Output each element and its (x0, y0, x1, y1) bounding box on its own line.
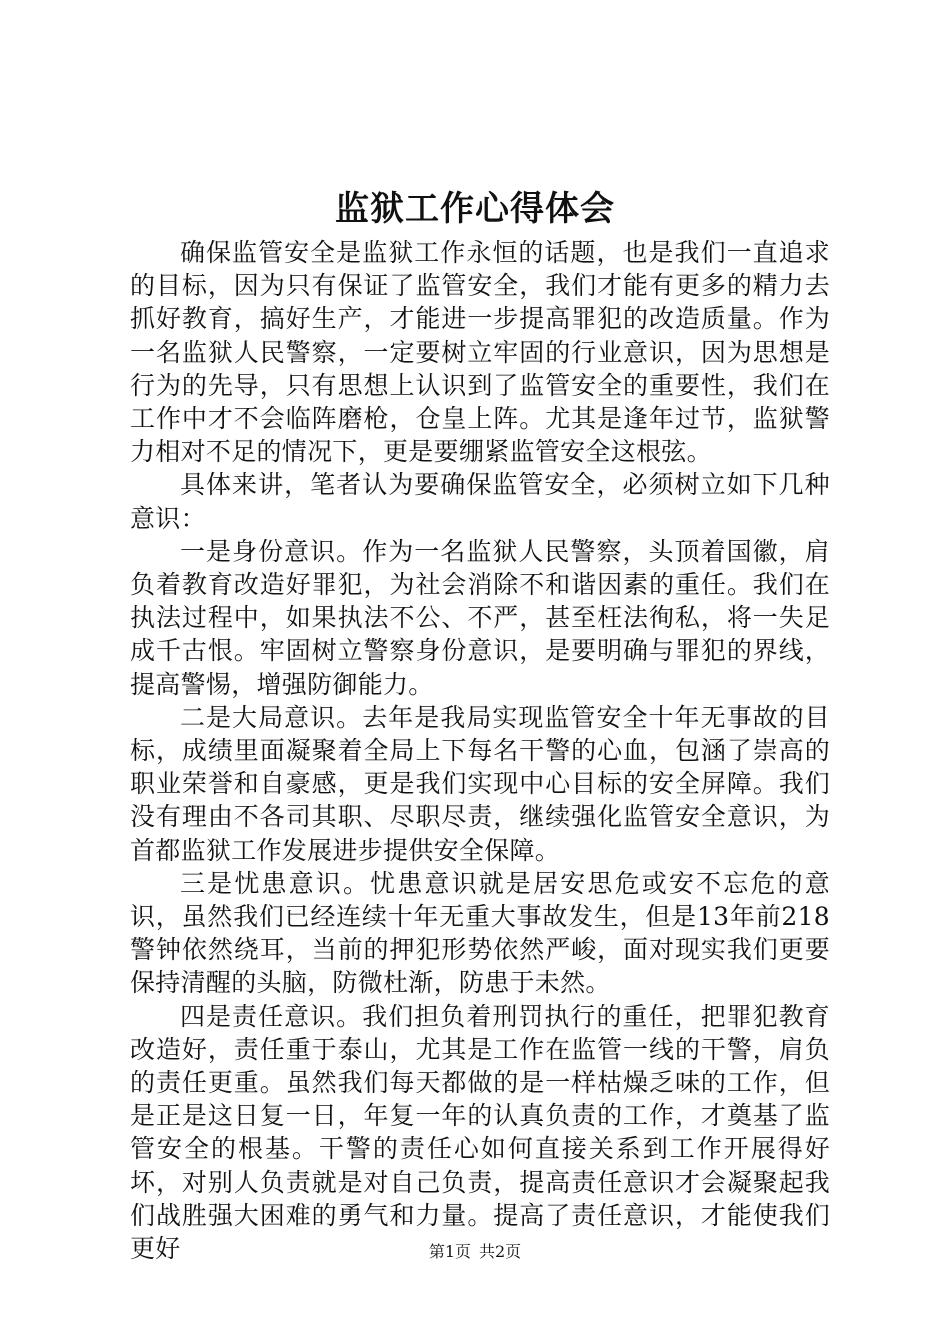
paragraph-overall: 二是大局意识。去年是我局实现监管安全十年无事故的目标，成绩里面凝聚着全局上下每名干警的心血，包涵了崇高的职业荣誉和自豪感，更是我们实现中心目标的安全屏障。我们没有理由不各司其职、尽职尽责，继续强化监管安全意识，为首都监狱工作发展进步提供安全保障。 (130, 702, 830, 865)
paragraph-overview: 具体来讲，笔者认为要确保监管安全，必须树立如下几种意识： (130, 470, 830, 533)
page-footer (0, 1241, 950, 1263)
page-number: 第1页 (428, 1242, 471, 1261)
paragraph-intro: 确保监管安全是监狱工作永恒的话题，也是我们一直追求的目标，因为只有保证了监管安全，我们才能有更多的精力去抓好教育，搞好生产，才能进一步提高罪犯的改造质量。作为一名监狱人民警察，一定要树立牢固的行业意识，因为思想是行为的先导，只有思想上认识到了监管安全的重要性，我们在工作中才不会临阵磨枪，仓皇上阵。尤其是逢年过节，监狱警力相对不足的情况下，更是要绷紧监管安全这根弦。 (130, 238, 830, 467)
document-title: 监狱工作心得体会 (335, 189, 615, 229)
paragraph-vigilance: 三是忧患意识。忧患意识就是居安思危或安不忘危的意识，虽然我们已经连续十年无重大事故发生，但是13年前218警钟依然绕耳，当前的押犯形势依然严峻，面对现实我们更要保持清醒的头脑，防微杜渐，防患于未然。 (130, 868, 830, 998)
document-body (130, 236, 830, 1265)
paragraph-responsibility: 四是责任意识。我们担负着刑罚执行的重任，把罪犯教育改造好，责任重于泰山，尤其是工作在监管一线的干警，肩负的责任更重。虽然我们每天都做的是一样枯燥乏味的工作，但是正是这日复一日，年复一年的认真负责的工作，才奠基了监管安全的根基。干警的责任心如何直接关系到工作开展得好坏，对别人负责就是对自己负责，提高责任意识才会凝聚起我们战胜强大困难的勇气和力量。提高了责任意识，才能使我们更好 (130, 1001, 830, 1264)
page-total: 共2页 (479, 1242, 522, 1261)
paragraph-identity: 一是身份意识。作为一名监狱人民警察，头顶着国徽，肩负着教育改造好罪犯，为社会消除不和谐因素的重任。我们在执法过程中，如果执法不公、不严，甚至枉法徇私，将一失足成千古恨。牢固树立警察身份意识，是要明确与罪犯的界线，提高警惕，增强防御能力。 (130, 536, 830, 699)
